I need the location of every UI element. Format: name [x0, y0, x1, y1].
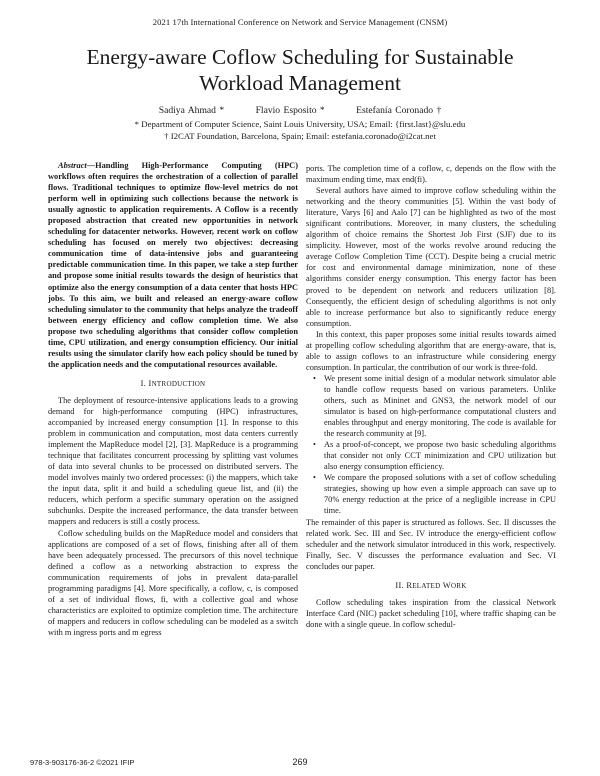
abstract-label: Abstract: [58, 161, 87, 170]
related-work-paragraph-1: Coflow scheduling takes inspiration from the classical Network Interface Card (NIC) packet scheduling [10], where traffic shaping can be done with a single queue. In coflow schedul-: [306, 597, 556, 629]
author-name: Estefanía Coronado †: [356, 105, 442, 116]
contribution-list: [306, 373, 556, 517]
intro-paragraph-4: Several authors have aimed to improve coflow scheduling within the networking and the theory communities [5]. Within the vast body of literature, Varys [6] and Aalo [7] can be highlighted as two of the most significant contributions. Moreover, in many clusters, the scheduling algorithm of choice remains the Shortest Job First (SJF) due to its simplicity. However, most of the works revolve around reducing the average Coflow Completion Time (CCT). Despite being a crucial metric for cost and environmental damage minimization, none of these algorithms consider energy consumption. This energy factor has been proved to be dependent on network and reducers utilization [8]. Consequently, the efficient design of scheduling algorithms is not only able to increase performance but also to significantly reduce energy consumption.: [306, 186, 556, 328]
intro-paragraph-1: The deployment of resource-intensive applications leads to a growing demand for high-performance computing (HPC) infrastructures, accompanied by increased energy consumption [1]. In response to this problem in communication and computation, most data centers currently implement the MapReduce model [2], [3]. MapReduce is a programming technique that facilitates concurrent processing by splitting vast volumes of data into several chunks to be processed on distributed servers. The model involves mainly two ordered processes: (i) the mappers, which take the input data, split it and build a scheduling queue list, and (ii) the reducers, which perform a specific summary operation on the assigned subchunks. Despite the increased performance, the data transfer between mappers and reducers is still a costly process.: [48, 395, 298, 527]
intro-paragraph-5: In this context, this paper proposes some initial results towards aimed at propelling coflow scheduling algorithm that are energy-aware, that is, able to assign coflows to an infrastructure while considering energy consumption. In particular, the contribution of our work is three-fold.: [306, 329, 556, 372]
section-heading-related-work: II. RELATED WORK: [395, 580, 467, 590]
intro-paragraph-6: The remainder of this paper is structured as follows. Sec. II discusses the related work. Sec. III and Sec. IV introduce the energy-efficient coflow scheduler and the network simulator introduced in this work, respectively. Finally, Sec. V discusses the performance evaluation and Sec. VI concludes our paper.: [306, 517, 556, 571]
list-item: • We present some initial design of a modular network simulator able to handle coflow requests based on various parameters. Unlike others, such as Mininet and GNS3, the network model of our simulator is based on high-performance computational clusters and enables throughput and energy monitoring. The code is available for the research community at [9].: [324, 373, 556, 439]
author-name: Sadiya Ahmad *: [158, 105, 225, 116]
page-number: 269: [292, 757, 308, 767]
author-list: [0, 105, 600, 116]
conference-header: 2021 17th International Conference on Network and Service Management (CNSM): [152, 17, 448, 27]
right-column: [306, 163, 556, 630]
affiliation-1: * Department of Computer Science, Saint Louis University, USA; Email: {first.last}@slu.edu: [134, 119, 466, 129]
intro-paragraph-2: Coflow scheduling builds on the MapReduce model and considers that applications are composed of a set of flows, finishing after all of them have been adequately processed. The precursors of this novel technique defined a coflow as a networking abstraction to express the communication requirements of jobs in prevalent data-parallel programming paradigms [4]. More specifically, a coflow, c, is composed of a set of individual flows, fi, with a collective goal and whose characteristics are exploited to optimize completion time. The architecture of mappers and reducers in coflow scheduling can be modeled as a switch with m ingress ports and m egress: [48, 528, 298, 637]
list-item: • As a proof-of-concept, we propose two basic scheduling algorithms that consider not only CCT minimization and CPU utilization but also energy consumption efficiency.: [324, 439, 556, 472]
list-item: • We compare the proposed solutions with a set of coflow scheduling strategies, showing up how even a simple approach can save up to 70% energy reduction at the price of a negligible increase in CPU time.: [324, 472, 556, 516]
affiliation-2: † I2CAT Foundation, Barcelona, Spain; Email: estefania.coronado@i2cat.net: [164, 131, 436, 141]
title-line-2: Workload Management: [199, 71, 401, 95]
abstract: [48, 160, 298, 370]
left-column: [48, 160, 298, 638]
section-heading-introduction: I. INTRODUCTION: [140, 378, 206, 388]
abstract-text: —Handling High-Performance Computing (HPC) workflows often requires the orchestration of a collection of parallel flows. Traditional techniques to optimize flow-level metrics do not perform well in optimizing such collections because the network is usually agnostic to application requirements. A Coflow is a recently proposed abstraction that created new opportunities in network scheduling for datacenter networks. However, recent work on coflow scheduling has focused on merely two objectives: decreasing communication time of data-intensive jobs and guaranteeing predictable communication time. In this paper, we take a step further and propose some initial results towards the design of heuristics that optimize also the energy consumption of a data center that hosts HPC jobs. To this aim, we built and released an energy-aware coflow scheduling simulator to the community that helps analyze the tradeoff between energy efficiency and coflow completion time. We also propose two scheduling algorithms that consider coflow completion time, CPU utilization, and energy consumption efficiency. Our initial results using the simulator clarify how each policy should be tuned by the application needs and the computational resources available.: [48, 161, 298, 369]
author-name: Flavio Esposito *: [255, 105, 325, 116]
title-line-1: Energy-aware Coflow Scheduling for Sustainable: [86, 45, 514, 69]
paper-title: [0, 44, 600, 96]
footer-isbn: 978-3-903176-36-2 ©2021 IFIP: [30, 758, 135, 767]
intro-paragraph-3: ports. The completion time of a coflow, c, depends on the flow with the maximum ending time, max end(fi).: [306, 164, 556, 185]
